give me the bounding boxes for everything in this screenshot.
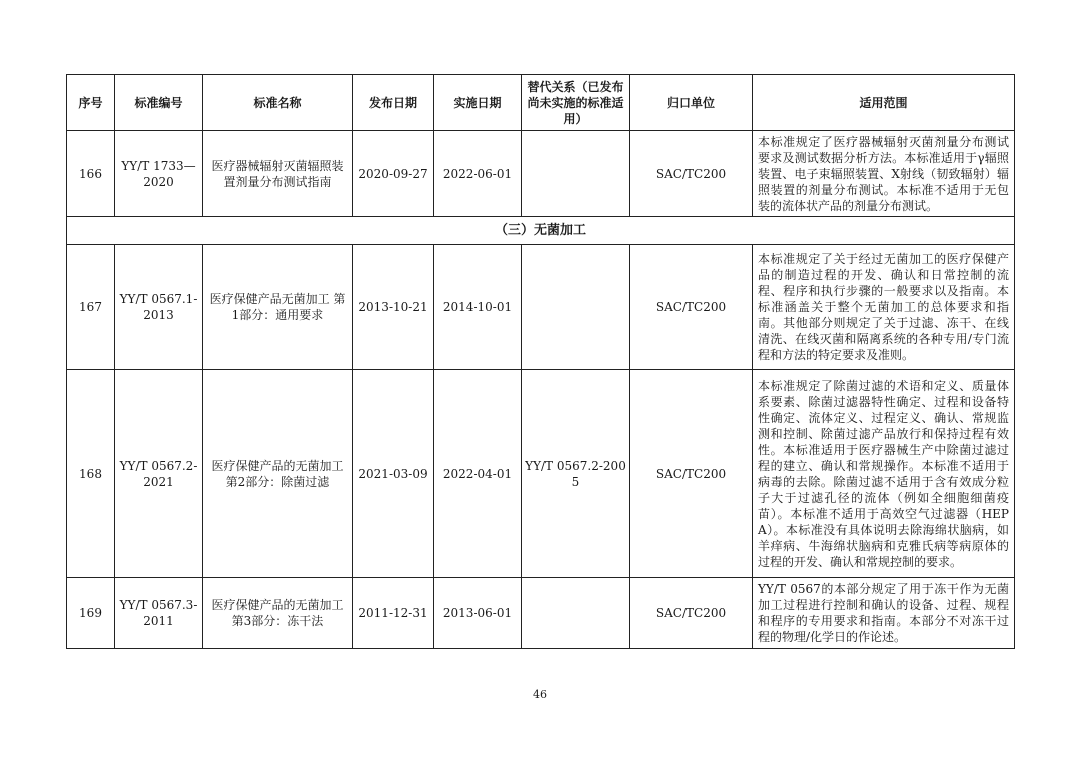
cell-seq: 167 bbox=[67, 245, 115, 370]
cell-name: 医疗保健产品的无菌加工 第2部分：除菌过滤 bbox=[203, 370, 353, 578]
header-implement-date: 实施日期 bbox=[434, 75, 522, 131]
table-header-row bbox=[67, 75, 1015, 131]
cell-publish-date: 2011-12-31 bbox=[353, 578, 434, 649]
cell-scope: YY/T 0567的本部分规定了用于冻干作为无菌加工过程进行控制和确认的设备、过程、规程和程序的专用要求和指南。本部分不对冻干过程的物理/化学日的作论述。 bbox=[753, 578, 1015, 649]
cell-unit: SAC/TC200 bbox=[630, 245, 753, 370]
header-scope: 适用范围 bbox=[753, 75, 1015, 131]
cell-unit: SAC/TC200 bbox=[630, 131, 753, 217]
cell-replace: YY/T 0567.2-2005 bbox=[522, 370, 630, 578]
cell-replace bbox=[522, 245, 630, 370]
cell-replace bbox=[522, 131, 630, 217]
section-title: （三）无菌加工 bbox=[67, 217, 1015, 245]
cell-implement-date: 2022-06-01 bbox=[434, 131, 522, 217]
cell-code: YY/T 1733—2020 bbox=[115, 131, 203, 217]
cell-seq: 166 bbox=[67, 131, 115, 217]
cell-name: 医疗保健产品的无菌加工 第3部分：冻干法 bbox=[203, 578, 353, 649]
cell-scope: 本标准规定了医疗器械辐射灭菌剂量分布测试要求及测试数据分析方法。本标准适用于γ辐照装置、电子束辐照装置、X射线（韧致辐射）辐照装置的剂量分布测试。本标准不适用于无包装的流体状产品的剂量分布测试。 bbox=[753, 131, 1015, 217]
cell-implement-date: 2022-04-01 bbox=[434, 370, 522, 578]
cell-code: YY/T 0567.2-2021 bbox=[115, 370, 203, 578]
header-replace: 替代关系（已发布尚未实施的标准适用） bbox=[522, 75, 630, 131]
section-row bbox=[67, 217, 1015, 245]
page-number: 46 bbox=[533, 688, 547, 701]
header-seq: 序号 bbox=[67, 75, 115, 131]
cell-code: YY/T 0567.3-2011 bbox=[115, 578, 203, 649]
cell-replace bbox=[522, 578, 630, 649]
standards-table bbox=[66, 74, 1015, 649]
cell-implement-date: 2013-06-01 bbox=[434, 578, 522, 649]
cell-seq: 168 bbox=[67, 370, 115, 578]
cell-name: 医疗器械辐射灭菌辐照装置剂量分布测试指南 bbox=[203, 131, 353, 217]
cell-scope: 本标准规定了关于经过无菌加工的医疗保健产品的制造过程的开发、确认和日常控制的流程、程序和执行步骤的一般要求以及指南。本标准涵盖关于整个无菌加工的总体要求和指南。其他部分则规定了关于过滤、冻干、在线清洗、在线灭菌和隔离系统的各种专用/专门流程和方法的特定要求及准则。 bbox=[753, 245, 1015, 370]
cell-publish-date: 2013-10-21 bbox=[353, 245, 434, 370]
cell-scope: 本标准规定了除菌过滤的术语和定义、质量体系要素、除菌过滤器特性确定、过程和设备特性确定、流体定义、过程定义、确认、常规监测和控制、除菌过滤产品放行和保持过程有效性。本标准适用于医疗器械生产中除菌过滤过程的建立、确认和常规操作。本标准不适用于病毒的去除。除菌过滤不适用于含有效成分粒子大于过滤孔径的流体（例如全细胞细菌疫苗）。本标准不适用于高效空气过滤器（HEPA）。本标准没有具体说明去除海绵状脑病，如羊痒病、牛海绵状脑病和克雅氏病等病原体的过程的开发、确认和常规控制的要求。 bbox=[753, 370, 1015, 578]
table-row bbox=[67, 370, 1015, 578]
cell-unit: SAC/TC200 bbox=[630, 578, 753, 649]
header-name: 标准名称 bbox=[203, 75, 353, 131]
cell-unit: SAC/TC200 bbox=[630, 370, 753, 578]
table-row bbox=[67, 578, 1015, 649]
header-code: 标准编号 bbox=[115, 75, 203, 131]
header-unit: 归口单位 bbox=[630, 75, 753, 131]
table-row bbox=[67, 245, 1015, 370]
cell-publish-date: 2021-03-09 bbox=[353, 370, 434, 578]
cell-implement-date: 2014-10-01 bbox=[434, 245, 522, 370]
table-row bbox=[67, 131, 1015, 217]
header-publish-date: 发布日期 bbox=[353, 75, 434, 131]
cell-seq: 169 bbox=[67, 578, 115, 649]
cell-code: YY/T 0567.1-2013 bbox=[115, 245, 203, 370]
cell-name: 医疗保健产品无菌加工 第1部分：通用要求 bbox=[203, 245, 353, 370]
cell-publish-date: 2020-09-27 bbox=[353, 131, 434, 217]
